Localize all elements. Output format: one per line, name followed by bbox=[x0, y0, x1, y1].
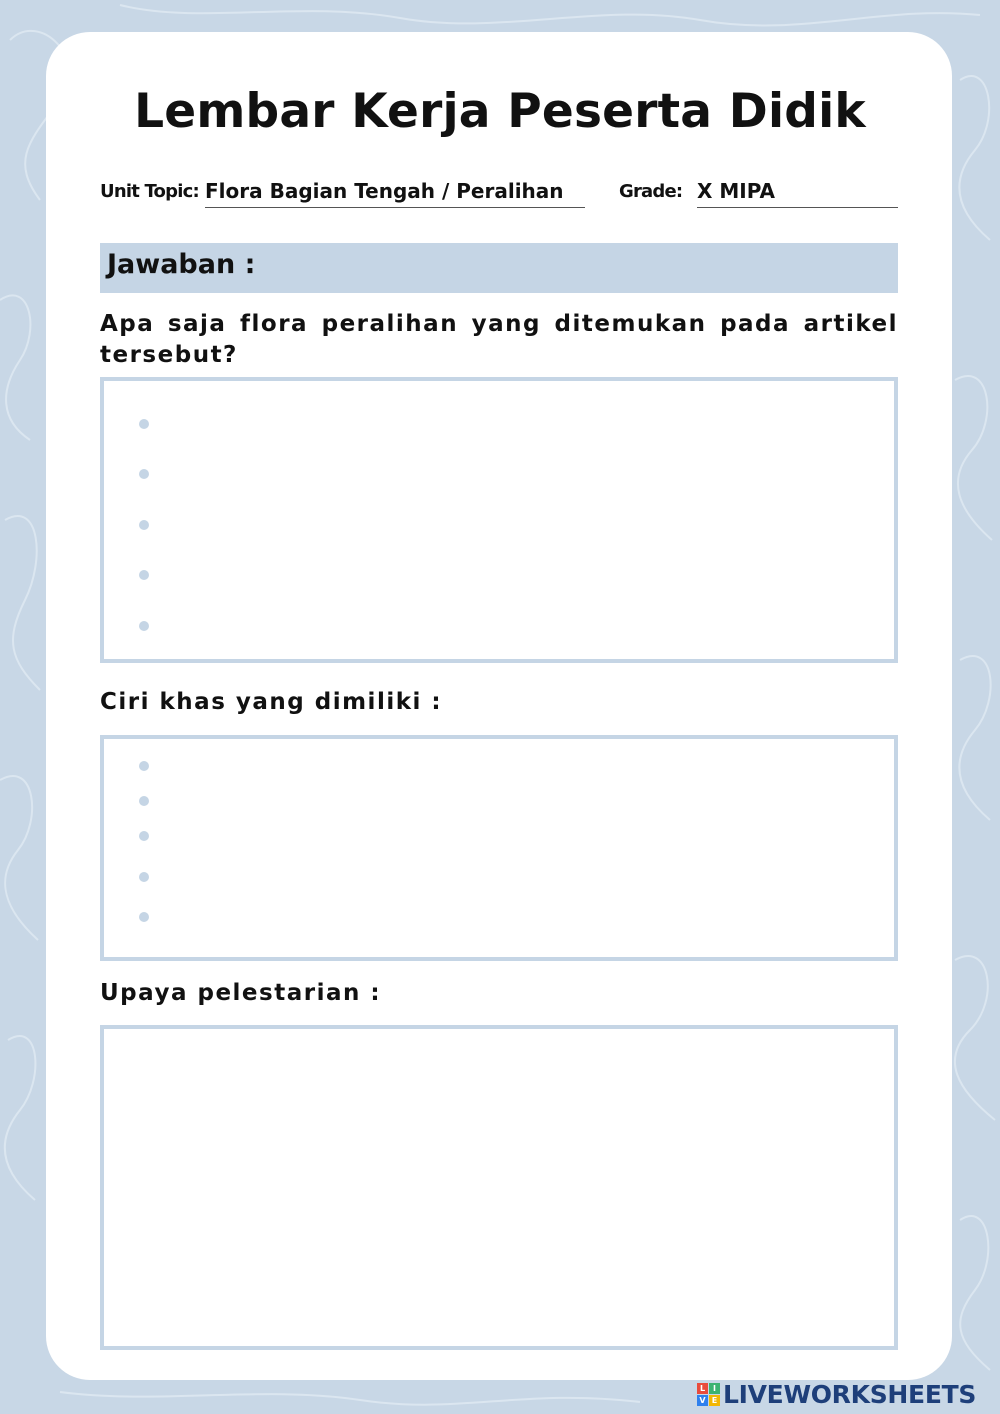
logo-letter: I bbox=[709, 1383, 720, 1394]
bullet-point bbox=[139, 419, 149, 429]
page-title: Lembar Kerja Peserta Didik bbox=[134, 84, 866, 139]
section-header-label: Jawaban : bbox=[107, 249, 256, 280]
grade-label: Grade: bbox=[619, 181, 683, 202]
bullet-point bbox=[139, 796, 149, 806]
unit-topic-label: Unit Topic: bbox=[100, 181, 199, 202]
answer-box-2[interactable] bbox=[100, 735, 898, 961]
bullet-point bbox=[139, 912, 149, 922]
bullet-point bbox=[139, 872, 149, 882]
bullet-point bbox=[139, 621, 149, 631]
question-3: Upaya pelestarian : bbox=[100, 980, 382, 1006]
liveworksheets-logo bbox=[697, 1380, 976, 1408]
bullet-point bbox=[139, 761, 149, 771]
liveworksheets-wordmark: LIVEWORKSHEETS bbox=[723, 1379, 977, 1409]
bullet-point bbox=[139, 570, 149, 580]
bullet-point bbox=[139, 831, 149, 841]
logo-letter: E bbox=[709, 1395, 720, 1406]
bullet-point bbox=[139, 469, 149, 479]
logo-letter: L bbox=[697, 1383, 708, 1394]
bullet-point bbox=[139, 520, 149, 530]
logo-letter: V bbox=[697, 1395, 708, 1406]
unit-topic-field[interactable]: Flora Bagian Tengah / Peralihan bbox=[205, 179, 585, 208]
question-2: Ciri khas yang dimiliki : bbox=[100, 689, 443, 715]
answer-box-1[interactable] bbox=[100, 377, 898, 663]
grade-field[interactable]: X MIPA bbox=[697, 179, 898, 208]
section-header bbox=[100, 243, 898, 293]
answer-box-3[interactable] bbox=[100, 1025, 898, 1350]
question-1: Apa saja flora peralihan yang ditemukan pada artikel tersebut? bbox=[100, 311, 898, 368]
liveworksheets-logo-icon bbox=[697, 1383, 720, 1406]
